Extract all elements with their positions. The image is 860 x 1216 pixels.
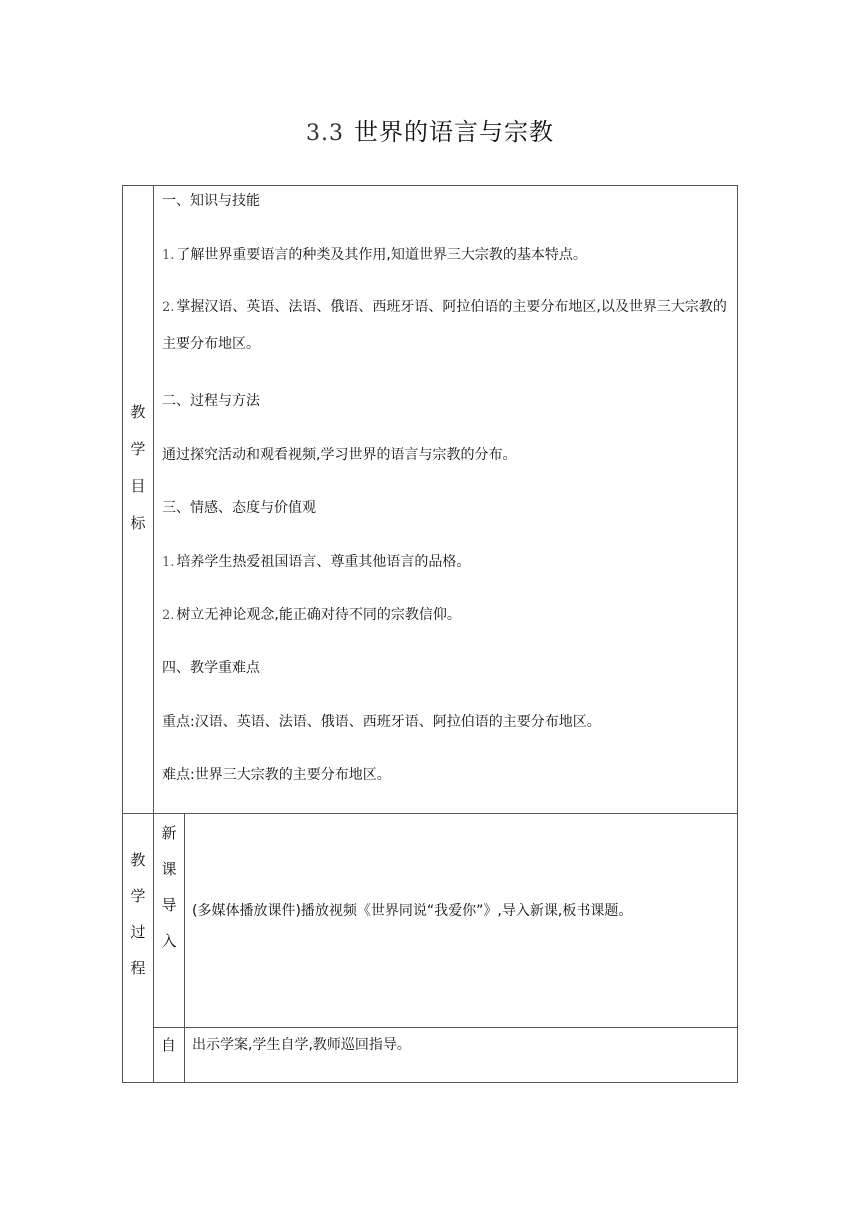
item-text: 掌握汉语、英语、法语、俄语、西班牙语、阿拉伯语的主要分布地区,以及世界三大宗教的主要分布地区。 xyxy=(162,299,727,352)
process-label-char: 过 xyxy=(130,923,146,941)
item-text: 了解世界重要语言的种类及其作用,知道世界三大宗教的基本特点。 xyxy=(176,247,587,263)
table-border-right xyxy=(737,185,738,1083)
objective-item-2 xyxy=(162,289,732,363)
intro-label xyxy=(154,815,184,959)
process-label-char: 学 xyxy=(130,887,146,905)
difficult-points-text: 难点:世界三大宗教的主要分布地区。 xyxy=(162,767,391,783)
subcolumn-divider xyxy=(184,813,185,1083)
process-label xyxy=(123,842,153,1022)
key-points-text: 重点:汉语、英语、法语、俄语、西班牙语、阿拉伯语的主要分布地区。 xyxy=(162,714,601,730)
row-divider-objectives xyxy=(122,813,738,814)
objectives-label-char: 标 xyxy=(130,514,146,532)
title-text: 世界的语言与宗教 xyxy=(354,118,554,146)
process-label-char: 程 xyxy=(130,959,146,977)
process-label-char: 教 xyxy=(130,851,146,869)
table-border-top xyxy=(122,185,738,186)
self-study-text: 出示学案,学生自学,教师巡回指导。 xyxy=(192,1037,411,1053)
item-number: 2. xyxy=(162,608,175,623)
intro-label-char: 新 xyxy=(161,824,177,842)
heading-process-methods: 二、过程与方法 xyxy=(162,393,260,409)
intro-label-char: 导 xyxy=(161,896,177,914)
title-number: 3.3 xyxy=(306,121,344,146)
intro-label-char: 课 xyxy=(161,860,177,878)
objectives-label xyxy=(123,394,153,542)
objectives-label-char: 学 xyxy=(130,440,146,458)
row-divider-intro xyxy=(153,1027,738,1028)
objective-item-1 xyxy=(162,244,587,264)
item-number: 1. xyxy=(162,555,175,570)
document-title xyxy=(0,112,860,147)
item-text: 树立无神论观念,能正确对待不同的宗教信仰。 xyxy=(176,607,461,623)
process-method-text: 通过探究活动和观看视频,学习世界的语言与宗教的分布。 xyxy=(162,447,517,463)
intro-text: (多媒体播放课件)播放视频《世界同说“我爱你”》,导入新课,板书课题。 xyxy=(192,903,633,919)
heading-attitude-values: 三、情感、态度与价值观 xyxy=(162,500,316,516)
objective-item-4 xyxy=(162,604,461,624)
self-study-label: 自 xyxy=(161,1036,177,1054)
heading-key-difficult: 四、教学重难点 xyxy=(162,660,260,676)
heading-knowledge-skills: 一、知识与技能 xyxy=(162,193,260,209)
item-text: 培养学生热爱祖国语言、尊重其他语言的品格。 xyxy=(176,554,471,570)
table-border-bottom xyxy=(122,1082,738,1083)
objectives-label-char: 目 xyxy=(130,477,146,495)
item-number: 2. xyxy=(162,300,175,315)
intro-label-char: 入 xyxy=(161,932,177,950)
item-number: 1. xyxy=(162,248,175,263)
objectives-label-char: 教 xyxy=(130,403,146,421)
objective-item-3 xyxy=(162,551,470,571)
